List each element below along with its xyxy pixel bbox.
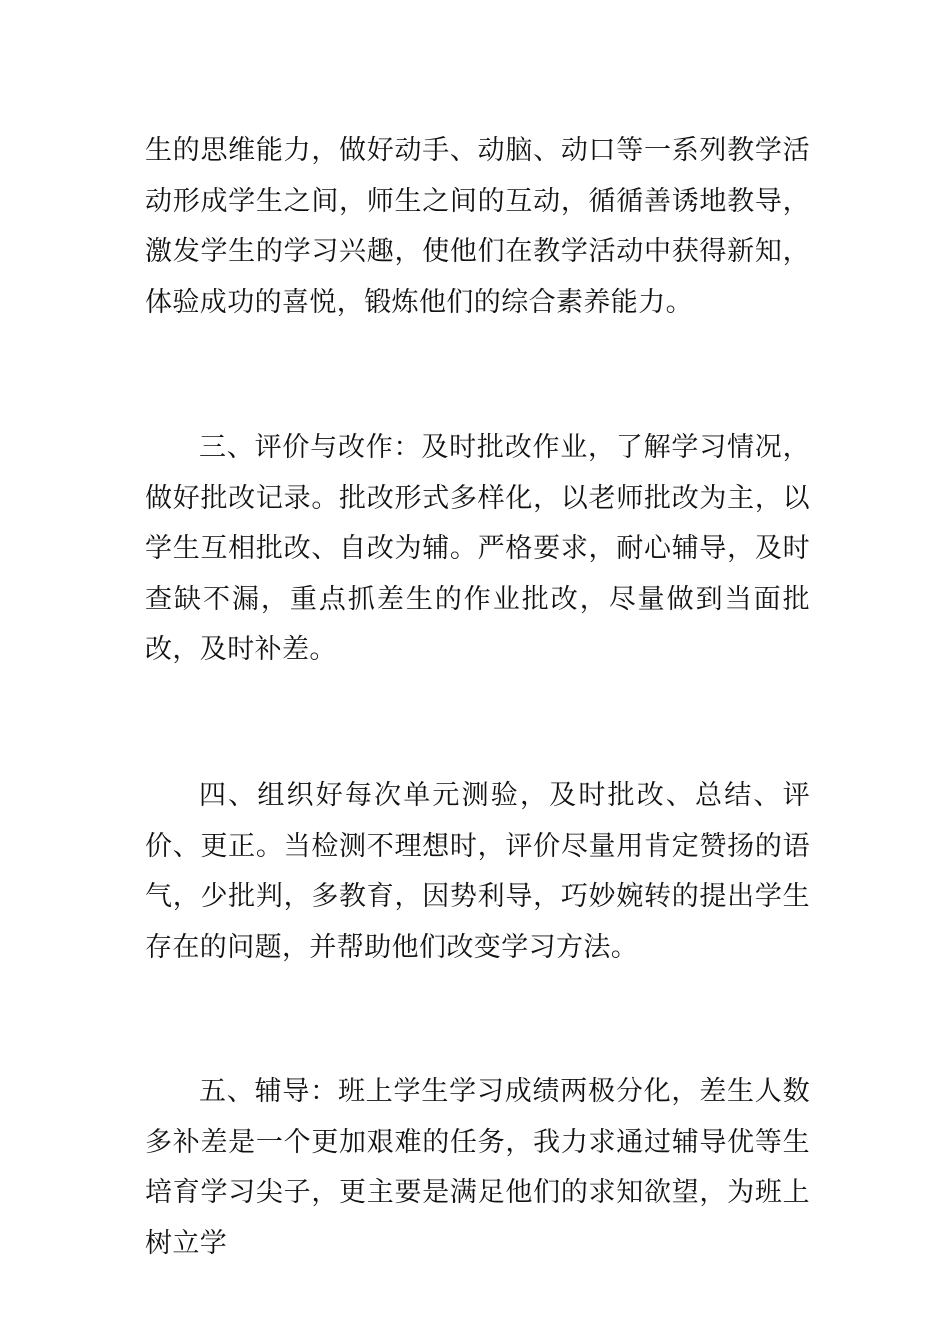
paragraph-section-4: 四、组织好每次单元测验，及时批改、总结、评价、更正。当检测不理想时，评价尽量用肯定赞扬的语气，少批判，多教育，因势利导，巧妙婉转的提出学生存在的问题，并帮助他们改变学习方法。 — [145, 780, 810, 963]
paragraph-section-3: 三、评价与改作：及时批改作业，了解学习情况，做好批改记录。批改形式多样化，以老师批改为主，以学生互相批改、自改为辅。严格要求，耐心辅导，及时查缺不漏，重点抓差生的作业批改，尽量做到当面批改，及时补差。 — [145, 432, 810, 665]
paragraph-section-5: 五、辅导：班上学生学习成绩两极分化，差生人数多补差是一个更加艰难的任务，我力求通过辅导优等生培育学习尖子，更主要是满足他们的求知欲望，为班上树立学 — [145, 1076, 810, 1259]
paragraph-continuation: 生的思维能力，做好动手、动脑、动口等一系列教学活动形成学生之间，师生之间的互动，循循善诱地教导，激发学生的学习兴趣，使他们在教学活动中获得新知，体验成功的喜悦，锻炼他们的综合素养能力。 — [145, 135, 810, 318]
